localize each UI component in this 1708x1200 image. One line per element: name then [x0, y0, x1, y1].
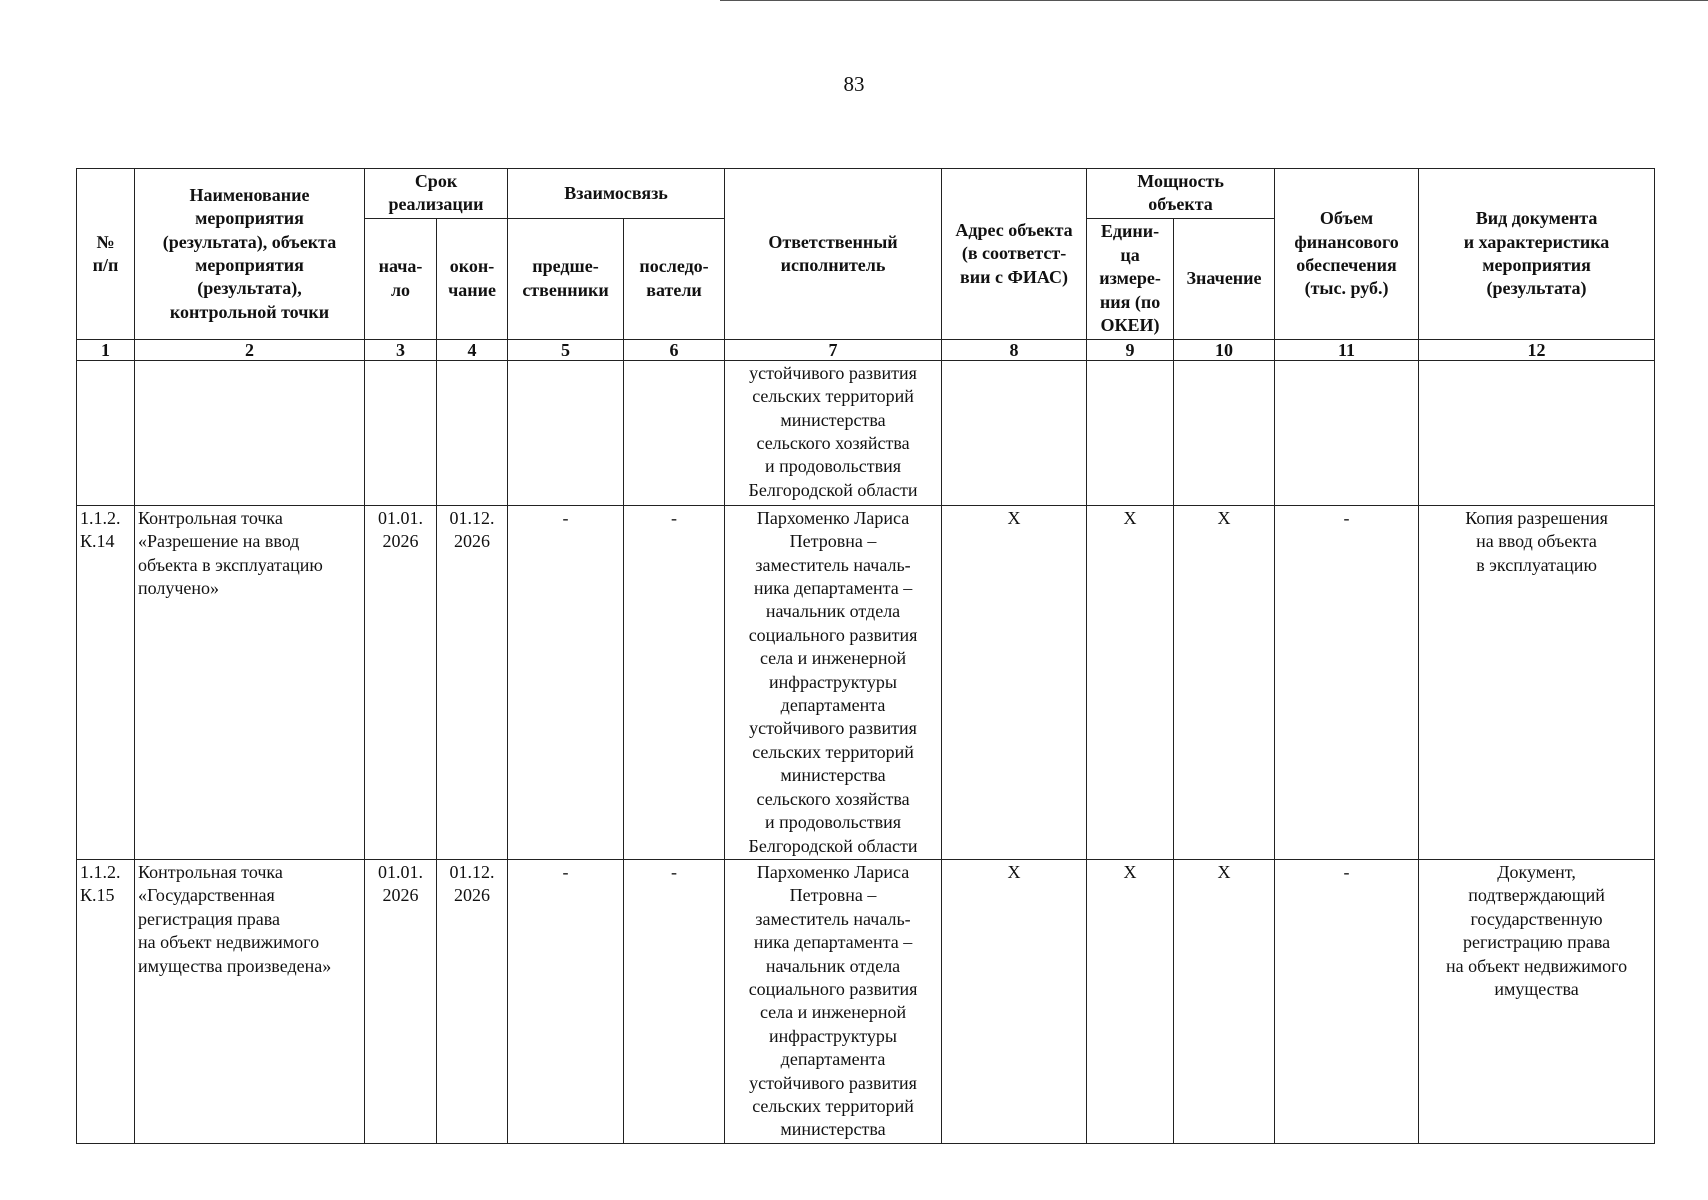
cell-num: 1.1.2. К.15	[77, 859, 135, 1143]
header-term-start: нача- ло	[365, 218, 437, 339]
header-name: Наименование мероприятия (результата), объекта мероприятия (результата), контрольной точки	[135, 169, 365, 340]
column-number: 10	[1174, 339, 1275, 360]
header-doc-type: Вид документа и характеристика мероприятия (результата)	[1419, 169, 1655, 340]
cell-unit: Х	[1087, 505, 1174, 859]
header-row-1	[77, 169, 1655, 219]
header-link-succ: последо- ватели	[624, 218, 725, 339]
header-num: № п/п	[77, 169, 135, 340]
page-number: 83	[843, 72, 865, 96]
header-responsible: Ответственный исполнитель	[725, 169, 942, 340]
header-capacity: Мощность объекта	[1087, 169, 1275, 219]
cell-end: 01.12. 2026	[437, 505, 508, 859]
column-number: 9	[1087, 339, 1174, 360]
column-number: 11	[1275, 339, 1419, 360]
table-row	[77, 360, 1655, 505]
cell-start: 01.01. 2026	[365, 859, 437, 1143]
cell-responsible: Пархоменко Лариса Петровна – заместитель началь- ника департамента – начальник отдела социального развития села и инженерной инфраструктуры департамента устойчивого развития сельских территорий министерства	[725, 859, 942, 1143]
cell-pred: -	[508, 859, 624, 1143]
column-number-row	[77, 339, 1655, 360]
cell-pred	[508, 360, 624, 505]
header-term-end: окон- чание	[437, 218, 508, 339]
column-number: 4	[437, 339, 508, 360]
cell-num	[77, 360, 135, 505]
column-number: 3	[365, 339, 437, 360]
cell-succ: -	[624, 859, 725, 1143]
cell-start: 01.01. 2026	[365, 505, 437, 859]
header-cap-unit: Едини- ца измере- ния (по ОКЕИ)	[1087, 218, 1174, 339]
cell-doc: Копия разрешения на ввод объекта в эксплуатацию	[1419, 505, 1655, 859]
column-number: 7	[725, 339, 942, 360]
header-address: Адрес объекта (в соответст- вии с ФИАС)	[942, 169, 1087, 340]
column-number: 2	[135, 339, 365, 360]
cell-responsible: Пархоменко Лариса Петровна – заместитель началь- ника департамента – начальник отдела социального развития села и инженерной инфраструктуры департамента устойчивого развития сельских территорий министерства сельского хозяйства и продовольствия Белгородской области	[725, 505, 942, 859]
cell-value: Х	[1174, 859, 1275, 1143]
cell-doc	[1419, 360, 1655, 505]
cell-address: Х	[942, 859, 1087, 1143]
column-number: 5	[508, 339, 624, 360]
cell-responsible: устойчивого развития сельских территорий министерства сельского хозяйства и продовольствия Белгородской области	[725, 360, 942, 505]
cell-name	[135, 360, 365, 505]
cell-doc: Документ, подтверждающий государственную регистрацию права на объект недвижимого имущества	[1419, 859, 1655, 1143]
cell-end: 01.12. 2026	[437, 859, 508, 1143]
header-finance: Объем финансового обеспечения (тыс. руб.)	[1275, 169, 1419, 340]
header-cap-value: Значение	[1174, 218, 1275, 339]
cell-num: 1.1.2. К.14	[77, 505, 135, 859]
top-rule	[720, 0, 1708, 1]
cell-finance	[1275, 360, 1419, 505]
cell-name: Контрольная точка «Государственная регистрация права на объект недвижимого имущества произведена»	[135, 859, 365, 1143]
table-row	[77, 505, 1655, 859]
column-number: 8	[942, 339, 1087, 360]
column-number: 6	[624, 339, 725, 360]
cell-value	[1174, 360, 1275, 505]
cell-succ	[624, 360, 725, 505]
column-number: 1	[77, 339, 135, 360]
cell-value: Х	[1174, 505, 1275, 859]
cell-finance: -	[1275, 859, 1419, 1143]
cell-pred: -	[508, 505, 624, 859]
cell-end	[437, 360, 508, 505]
column-number: 12	[1419, 339, 1655, 360]
cell-unit: Х	[1087, 859, 1174, 1143]
header-link-pred: предше- ственники	[508, 218, 624, 339]
measures-table	[76, 168, 1655, 1144]
cell-address: Х	[942, 505, 1087, 859]
header-link: Взаимосвязь	[508, 169, 725, 219]
cell-name: Контрольная точка «Разрешение на ввод объекта в эксплуатацию получено»	[135, 505, 365, 859]
cell-unit	[1087, 360, 1174, 505]
cell-finance: -	[1275, 505, 1419, 859]
cell-address	[942, 360, 1087, 505]
header-term: Срок реализации	[365, 169, 508, 219]
table-row	[77, 859, 1655, 1143]
cell-start	[365, 360, 437, 505]
cell-succ: -	[624, 505, 725, 859]
